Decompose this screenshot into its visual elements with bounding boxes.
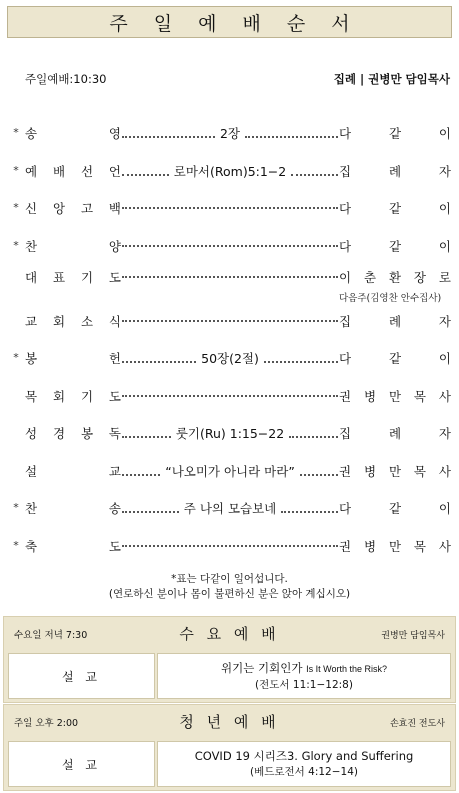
order-item-name-char: 찬: [25, 501, 38, 516]
service-info: [25, 71, 450, 87]
order-item-leader-char: 례: [388, 426, 402, 441]
order-item-leader: [339, 162, 451, 180]
order-item-name: [25, 124, 121, 142]
wednesday-sermon-en: Is It Worth the Risk?: [306, 663, 387, 674]
order-item-leader-char: 집: [339, 426, 352, 441]
order-item-leader: [339, 268, 451, 286]
youth-sermon: [157, 741, 451, 787]
leader-dots: [122, 312, 338, 322]
order-item-leader-char: 다: [339, 351, 352, 366]
order-item-leader: [339, 424, 451, 442]
order-item-detail: [120, 162, 340, 180]
order-item-name-char: 기: [80, 388, 94, 404]
order-row: [10, 454, 452, 492]
order-item-name: [25, 268, 121, 286]
order-row: [10, 491, 452, 529]
order-item-name-char: 교: [25, 313, 38, 329]
order-item-name-char: 선: [80, 163, 94, 179]
order-item-leader-char: 자: [438, 426, 451, 441]
order-row: [10, 304, 452, 342]
leader-dots: [122, 353, 196, 363]
order-item-leader-char: 다: [339, 238, 352, 254]
order-item-leader-char: 사: [438, 388, 451, 404]
order-item-name: [25, 462, 121, 480]
order-item-leader-char: 집: [339, 313, 352, 329]
order-item-name-char: 백: [108, 201, 121, 216]
wednesday-title: 수 요 예 배: [179, 625, 280, 643]
standing-note: [0, 572, 459, 602]
order-item-leader-char: 이: [339, 270, 352, 285]
youth-sermon-title: COVID 19 시리즈3. Glory and Suffering: [194, 749, 414, 763]
note-line-1: *표는 다같이 일어섭니다.: [171, 573, 288, 585]
order-item-name-char: 회: [52, 388, 66, 404]
order-item-name-char: 헌: [108, 351, 121, 366]
order-item-leader: [339, 387, 451, 405]
order-item-name: [25, 424, 121, 442]
leader-dots: [122, 428, 171, 438]
order-item-detail-text: 2장: [219, 126, 241, 141]
order-item-detail-text: 주 나의 모습보네: [183, 501, 277, 516]
stand-marker: *: [13, 163, 19, 177]
order-item-detail: [120, 424, 340, 442]
order-item-name-char: 송: [108, 501, 121, 516]
stand-marker: *: [13, 501, 19, 514]
order-row: [10, 116, 452, 154]
youth-service-panel: [3, 704, 456, 791]
order-item-leader-char: 다: [339, 501, 352, 516]
officiant: 집례 | 권병만 담임목사: [333, 72, 450, 86]
order-item-name-char: 영: [108, 126, 121, 141]
youth-sermon-ref: (베드로전서 4:12−14): [250, 766, 358, 778]
order-item-detail: [120, 537, 340, 547]
order-item-name-char: 교: [108, 463, 121, 479]
leader-dots: [122, 237, 338, 247]
order-row: [10, 191, 452, 229]
order-item-name-char: 목: [25, 388, 38, 404]
stand-marker: *: [13, 238, 19, 252]
leader-dots: [122, 128, 215, 138]
leader-dots: [122, 466, 160, 476]
order-item-detail: [120, 312, 340, 322]
stand-marker: *: [13, 126, 19, 139]
order-item-leader-char: 같: [388, 501, 402, 516]
page-title: 주 일 예 배 순 서: [109, 12, 360, 35]
order-item-name-char: 기: [80, 270, 94, 285]
order-row: [10, 341, 452, 379]
leader-dots: [122, 166, 169, 176]
order-item-leader-char: 자: [438, 313, 451, 329]
order-row: [10, 266, 452, 304]
order-item-leader-char: 이: [438, 351, 451, 366]
order-item-leader-char: 목: [413, 538, 426, 554]
stand-marker: *: [13, 351, 19, 364]
order-item-name-char: 예: [25, 163, 38, 179]
order-item-leader-char: 권: [339, 388, 352, 404]
youth-title: 청 년 예 배: [179, 713, 280, 731]
order-item-leader-char: 환: [388, 270, 402, 285]
order-item-leader-char: 이: [438, 126, 451, 141]
order-item-name: [25, 237, 121, 255]
leader-dots: [122, 503, 179, 513]
order-item-name: [25, 387, 121, 405]
youth-preacher: 손효진 전도사: [389, 719, 445, 729]
order-item-leader-char: 춘: [363, 270, 377, 285]
wednesday-sermon-label: 설 교: [8, 653, 155, 699]
order-item-leader-char: 이: [438, 501, 451, 516]
youth-sermon-label: 설 교: [8, 741, 155, 787]
order-item-leader-char: 같: [388, 238, 402, 254]
order-item-leader-char: 례: [388, 163, 402, 179]
order-item-leader-char: 장: [413, 270, 426, 285]
stand-marker: *: [13, 201, 19, 214]
order-item-name-char: 송: [25, 126, 38, 141]
leader-dots: [291, 166, 338, 176]
order-item-leader: [339, 237, 451, 255]
order-item-detail-text: 룻기(Ru) 1:15−22: [175, 426, 285, 441]
order-item-name-char: 언: [108, 163, 121, 179]
order-item-detail: [120, 124, 340, 142]
order-item-name: [25, 199, 121, 217]
order-item-leader-char: 만: [388, 388, 402, 404]
order-item-name-char: 앙: [52, 201, 66, 216]
order-item-leader-char: 사: [438, 463, 451, 479]
order-item-leader-char: 권: [339, 538, 352, 554]
stand-marker: *: [13, 538, 19, 552]
leader-dots: [122, 268, 338, 278]
order-item-detail-text: “나오미가 아니라 마라”: [165, 463, 295, 479]
order-item-name-char: 도: [108, 270, 121, 285]
order-item-name-char: 신: [25, 201, 38, 216]
order-item-name-char: 성: [25, 426, 38, 441]
order-item-leader: [339, 199, 451, 217]
order-item-leader-char: 권: [339, 463, 352, 479]
order-item-leader-char: 집: [339, 163, 352, 179]
wednesday-service-panel: [3, 616, 456, 703]
wednesday-sermon-ko: 위기는 기회인가: [221, 660, 303, 675]
order-item-leader-char: 사: [438, 538, 451, 554]
service-time: 주일예배:10:30: [25, 72, 107, 86]
wednesday-sermon: [157, 653, 451, 699]
leader-dots: [122, 537, 338, 547]
order-item-name-char: 식: [108, 313, 121, 329]
order-item-detail: [120, 199, 340, 209]
order-item-leader-char: 다: [339, 126, 352, 141]
order-item-detail: [120, 462, 340, 480]
order-item-leader-char: 이: [438, 238, 451, 254]
order-item-name-char: 배: [52, 163, 66, 179]
order-item-leader: [339, 349, 451, 367]
order-item-leader: [339, 499, 451, 517]
order-item-leader: [339, 537, 451, 555]
order-item-leader-char: 만: [388, 463, 402, 479]
order-item-leader-char: 목: [413, 388, 426, 404]
worship-order-list: [10, 116, 452, 566]
order-item-name-char: 찬: [25, 238, 38, 254]
order-item-leader-char: 같: [388, 126, 402, 141]
wednesday-sermon-ref: (전도서 11:1−12:8): [255, 678, 353, 691]
leader-dots: [122, 387, 338, 397]
order-row: [10, 154, 452, 192]
leader-dots: [264, 353, 338, 363]
order-item-leader-char: 병: [363, 463, 377, 479]
order-item-name-char: 봉: [80, 426, 94, 441]
leader-dots: [300, 466, 338, 476]
order-item-leader-char: 같: [388, 351, 402, 366]
order-item-detail: [120, 349, 340, 367]
order-item-name-char: 대: [25, 270, 38, 285]
order-item-name-char: 회: [52, 313, 66, 329]
order-item-leader: [339, 462, 451, 480]
order-item-name-char: 경: [52, 426, 66, 441]
order-item-name-char: 도: [108, 388, 121, 404]
leader-dots: [245, 128, 338, 138]
order-item-detail-text: 50장(2절): [201, 351, 259, 366]
order-row: [10, 229, 452, 267]
order-item-name: [25, 537, 121, 555]
order-item-name: [25, 499, 121, 517]
order-item-name-char: 고: [80, 201, 94, 216]
order-item-leader-char: 병: [363, 388, 377, 404]
page-title-bar: [7, 6, 452, 38]
order-item-leader-char: 같: [388, 201, 402, 216]
order-item-leader-char: 다: [339, 201, 352, 216]
order-item-detail: [120, 387, 340, 397]
note-line-2: (연로하신 분이나 몸이 불편하신 분은 앉아 계십시오): [108, 588, 351, 600]
order-item-name: [25, 312, 121, 330]
order-item-detail-text: 로마서(Rom)5:1−2: [173, 163, 287, 179]
next-week-leader: 다음주(김영찬 안수집사): [339, 293, 442, 304]
order-item-detail: [120, 237, 340, 247]
order-item-name-char: 독: [108, 426, 121, 441]
order-item-name: [25, 162, 121, 180]
wednesday-time: 수요일 저녁 7:30: [14, 630, 88, 641]
leader-dots: [122, 199, 338, 209]
order-item-leader-char: 만: [388, 538, 402, 554]
order-item-name-char: 도: [108, 538, 121, 554]
order-item-detail: [120, 268, 340, 278]
order-item-leader: [339, 312, 451, 330]
order-row: [10, 529, 452, 567]
wednesday-preacher: 권병만 담임목사: [381, 631, 445, 641]
order-item-leader-char: 병: [363, 538, 377, 554]
order-item-name-char: 소: [80, 313, 94, 329]
leader-dots: [289, 428, 338, 438]
order-item-detail: [120, 499, 340, 517]
order-item-name-char: 봉: [25, 351, 38, 366]
order-item-name-char: 양: [108, 238, 121, 254]
order-item-leader-char: 례: [388, 313, 402, 329]
order-item-name-char: 설: [25, 463, 38, 479]
order-item-leader: [339, 124, 451, 142]
order-item-leader-char: 로: [438, 270, 451, 285]
order-item-leader-char: 자: [438, 163, 451, 179]
order-item-name: [25, 349, 121, 367]
order-item-name-char: 표: [52, 270, 66, 285]
leader-dots: [281, 503, 338, 513]
order-item-leader-char: 이: [438, 201, 451, 216]
order-item-leader-char: 목: [413, 463, 426, 479]
order-item-name-char: 축: [25, 538, 38, 554]
youth-time: 주일 오후 2:00: [14, 718, 79, 729]
order-row: [10, 379, 452, 417]
order-row: [10, 416, 452, 454]
